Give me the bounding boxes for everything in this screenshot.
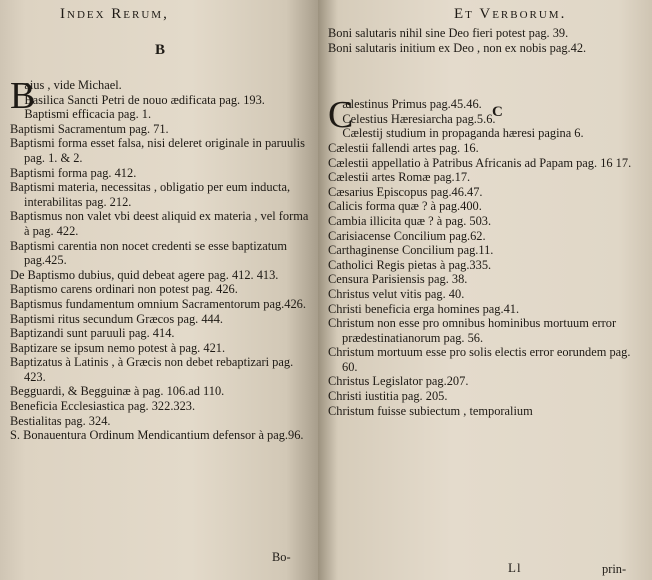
index-entry: Baptismo carens ordinari non potest pag. 426. (10, 282, 238, 297)
index-entry: Christum fuisse subiectum , temporalium (328, 403, 533, 418)
index-entry: Censura Parisiensis pag. 38. (328, 272, 468, 287)
index-entry: De Baptismo dubius, quid debeat agere pag. 412. 413. (10, 267, 279, 282)
index-entry: Baptizandi sunt paruuli pag. 414. (10, 326, 175, 341)
section-letter-c: C (492, 104, 503, 120)
index-entry: Christi beneficia erga homines pag.41. (328, 301, 520, 316)
index-entry: Baptismi ritus secundum Græcos pag. 444. (10, 311, 224, 326)
section-spacer (328, 55, 646, 97)
index-entry: Bestialitas pag. 324. (10, 413, 111, 428)
index-entry: Cæsarius Episcopus pag.46.47. (328, 184, 483, 199)
index-entry: Christi iustitia pag. 205. (328, 389, 448, 404)
index-entry: Calicis forma quæ ? à pag.400. (328, 199, 482, 214)
index-entry: Baptismi materia, necessitas , obligatio per eum inducta, interabilitas pag. 212. (10, 180, 291, 209)
left-page (0, 0, 318, 580)
right-page (318, 0, 652, 580)
index-entry: Carisiacense Concilium pag.62. (328, 228, 486, 243)
index-entry: Baptismi Sacramentum pag. 71. (10, 121, 169, 136)
left-entry-list (10, 75, 310, 443)
index-entry: Catholici Regis pietas à pag.335. (328, 257, 492, 272)
index-entry-text: ælestinus Primus pag.45.46. (342, 97, 482, 112)
signature-mark: Ll (508, 560, 522, 575)
left-catchword: Bo- (272, 550, 291, 564)
index-entry: Baptismi carentia non nocet credenti se esse baptizatum pag.425. (10, 238, 287, 268)
right-running-head: Et Verborum. (454, 6, 567, 22)
index-entry: Christus Legislator pag.207. (328, 374, 469, 389)
drop-capital: B (10, 75, 36, 117)
index-entry: Cælestii artes Romæ pag.17. (328, 170, 471, 185)
index-entry: Beneficia Ecclesiastica pag. 322.323. (10, 399, 196, 414)
index-entry: Baptizare se ipsum nemo potest à pag. 421. (10, 340, 226, 355)
index-entry: Cælestij studium in propaganda hæresi pagina 6. (342, 126, 584, 141)
index-entry: Begguardi, & Begguinæ à pag. 106.ad 110. (10, 384, 225, 399)
index-entry: Boni salutaris nihil sine Deo fieri potest pag. 39. (328, 26, 569, 40)
index-entry: Cambia illicita quæ ? à pag. 503. (328, 213, 492, 228)
index-entry: Baptismi efficacia pag. 1. (24, 107, 152, 122)
index-entry: Cælestii appellatio à Patribus Africanis ad Papam pag. 16 17. (328, 155, 632, 170)
index-entry: Christum mortuum esse pro solis electis error eorundem pag. 60. (328, 345, 631, 374)
section-letter-b: B (155, 42, 166, 58)
index-entry: Baptizatus à Latinis , à Græcis non debet rebaptizari pag. 423. (10, 355, 294, 384)
right-entry-list (328, 26, 646, 418)
index-entry: Baptismus non valet vbi deest aliquid ex materia , vel forma à pag. 422. (10, 209, 309, 238)
index-entry: Christus velut vitis pag. 40. (328, 286, 465, 301)
index-entry: Baptismi forma esset falsa, nisi deleret originale in paruulis pag. 1. & 2. (10, 136, 305, 165)
index-entry: Cælestii fallendi artes pag. 16. (328, 140, 479, 155)
left-running-head: Index Rerum, (60, 6, 169, 22)
index-entry: Celestius Hæresiarcha pag.5.6. (342, 111, 496, 126)
index-entry: Carthaginense Concilium pag.11. (328, 243, 494, 258)
index-entry: S. Bonauentura Ordinum Mendicantium defensor à pag.96. (10, 428, 304, 443)
index-entry: Baptismus fundamentum omnium Sacramentorum pag.426. (10, 296, 306, 311)
index-entry: Christum non esse pro omnibus hominibus mortuum error prædestinatianorum pag. 56. (328, 316, 617, 345)
index-entry: Boni salutaris initium ex Deo , non ex nobis pag.42. (328, 40, 587, 55)
drop-capital: C (328, 94, 354, 137)
right-catchword: prin- (602, 562, 627, 576)
index-entry: Baptismi forma pag. 412. (10, 165, 137, 180)
index-entry: Basilica Sancti Petri de nouo ædificata pag. 193. (24, 92, 265, 107)
index-entry-text: aius , vide Michael. (24, 78, 122, 92)
